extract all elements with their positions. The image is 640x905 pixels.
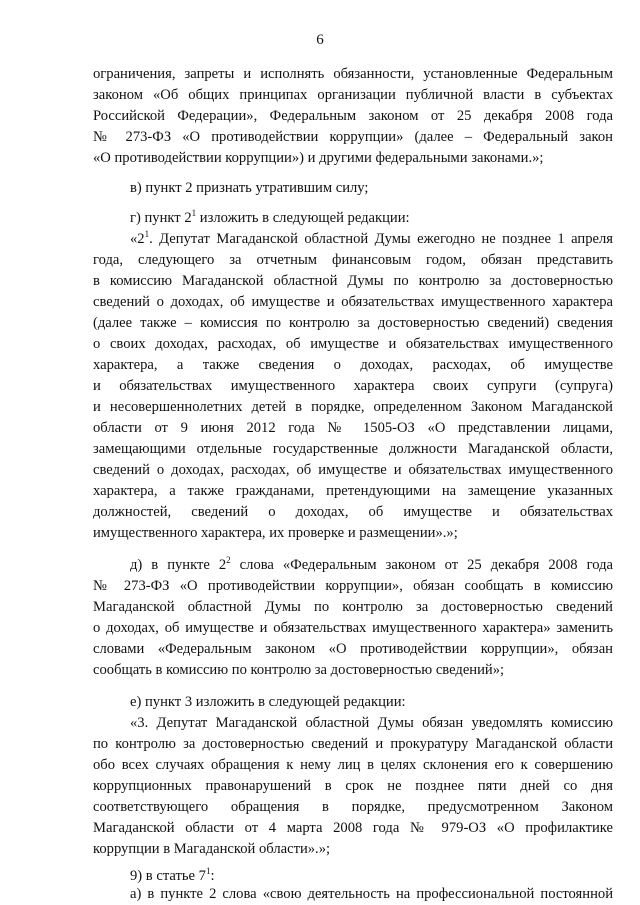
- text-line: и обязательствах имущественного характера своих супруги (супруга): [93, 378, 613, 394]
- text-line: № 273-ФЗ «О противодействии коррупции», обязан сообщать в комиссию: [93, 578, 613, 594]
- text-line: сообщать в комиссию по контролю за достоверностью сведений»;: [93, 662, 505, 678]
- text-line: Магаданской области от 4 марта 2008 года № 979-ОЗ «О профилактике: [93, 820, 613, 836]
- text-line: соответствующего обращения в порядке, предусмотренном Законом: [93, 799, 613, 815]
- text-line: характера, а также гражданами, претендующими на замещение указанных: [93, 483, 613, 499]
- text-line: коррупционных правонарушений в срок не позднее пяти дней со дня: [93, 778, 613, 794]
- text-line: должностей, сведений о доходах, об имуществе и обязательствах: [93, 504, 613, 520]
- text-line: «3. Депутат Магаданской областной Думы обязан уведомлять комиссию: [130, 715, 613, 731]
- text-line: года, следующего за отчетным финансовым годом, обязан представить: [93, 252, 613, 268]
- text-line: Магаданской областной Думы по контролю за достоверностью сведений: [93, 599, 613, 615]
- text-line: Российской Федерации», Федеральным законом от 25 декабря 2008 года: [93, 108, 613, 124]
- text-line: характера, а также сведения о доходах, расходах, об имуществе: [93, 357, 613, 373]
- text-line: имущественного характера, их проверке и размещении».»;: [93, 525, 458, 541]
- text-line: по контролю за достоверностью сведений и прокуратуру Магаданской области: [93, 736, 613, 752]
- text-line: коррупции в Магаданской области».»;: [93, 841, 331, 857]
- text-line: (далее также – комиссия по контролю за достоверностью сведений) сведения: [93, 315, 613, 331]
- paragraph-item-a: а) в пункте 2 слова «свою деятельность на профессиональной постоянной: [130, 886, 613, 902]
- text-line: о доходах, об имуществе и обязательствах имущественного характера» заменить: [93, 620, 613, 636]
- paragraph-item-v: в) пункт 2 признать утратившим силу;: [130, 180, 369, 196]
- paragraph-item-9: 9) в статье $7^1$:: [130, 866, 215, 884]
- text-line: обо всех случаях обращения к нему лиц в целях склонения его к совершению: [93, 757, 613, 773]
- text-line: сведений о доходах, об имуществе и обязательствах имущественного характера: [93, 294, 613, 310]
- text-line: и несовершеннолетних детей в порядке, определенном Законом Магаданской: [93, 399, 613, 415]
- text-line: сведений о доходах, расходах, об имуществе и обязательствах имущественного: [93, 462, 613, 478]
- text-line: «О противодействии коррупции») и другими федеральными законами.»;: [93, 150, 544, 166]
- text-line: замещающими отдельные государственные должности Магаданской области,: [93, 441, 613, 457]
- text-line: о своих доходах, расходах, об имуществе и обязательствах имущественного: [93, 336, 613, 352]
- page-number: 6: [316, 32, 324, 48]
- text-line: законом «Об общих принципах организации публичной власти в субъектах: [93, 87, 613, 103]
- text-line: области от 9 июня 2012 года № 1505-ОЗ «О представлении лицами,: [93, 420, 613, 436]
- text-line: в комиссию Магаданской областной Думы по контролю за достоверностью: [93, 273, 613, 289]
- paragraph-item-d: д) в пункте $2^2$ слова «Федеральным законом от 25 декабря 2008 года: [130, 555, 613, 573]
- text-line: № 273-ФЗ «О противодействии коррупции» (далее – Федеральный закон: [93, 129, 613, 145]
- text-line: «$2^1$. Депутат Магаданской областной Думы ежегодно не позднее 1 апреля: [130, 229, 613, 247]
- paragraph-item-g: г) пункт $2^1$ изложить в следующей редакции:: [130, 208, 410, 226]
- text-line: ограничения, запреты и исполнять обязанности, установленные Федеральным: [93, 66, 613, 82]
- paragraph-item-e: е) пункт 3 изложить в следующей редакции:: [130, 694, 406, 710]
- text-line: словами «Федеральным законом «О противодействии коррупции», обязан: [93, 641, 613, 657]
